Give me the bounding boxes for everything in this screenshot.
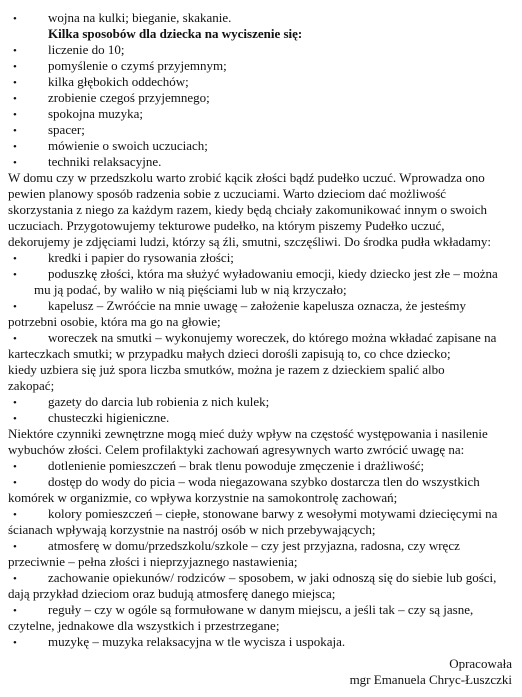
- paragraph-line: pewien planowy sposób radzenia sobie z uczuciami. Warto dzieciom dać możliwość: [8, 186, 447, 201]
- bullet-icon: •: [13, 13, 17, 25]
- bullet-icon: •: [13, 477, 17, 489]
- list-item: liczenie do 10;: [48, 42, 125, 57]
- bullet-icon: •: [13, 573, 17, 585]
- bullet-icon: •: [13, 157, 17, 169]
- list-item: chusteczki higieniczne.: [48, 410, 170, 425]
- bullet-icon: •: [13, 413, 17, 425]
- list-item-continuation: zakopać;: [8, 378, 55, 393]
- paragraph-line: uczuciach. Przygotowujemy tekturowe pudełko, na którym piszemy Pudełko uczuć,: [8, 218, 445, 233]
- bullet-icon: •: [13, 141, 17, 153]
- bullet-icon: •: [13, 253, 17, 265]
- list-item: wojna na kulki; bieganie, skakanie.: [48, 10, 232, 25]
- list-item: zachowanie opiekunów/ rodziców – sposobem, w jaki odnoszą się do siebie lub gości,: [48, 570, 497, 585]
- signature-label: Opracowała: [449, 656, 512, 671]
- bullet-icon: •: [13, 461, 17, 473]
- list-item: poduszkę złości, która ma służyć wyładowaniu emocji, kiedy dziecko jest złe – można: [48, 266, 498, 281]
- signature-author: mgr Emanuela Chryc-Łuszczki: [349, 672, 512, 687]
- list-item: muzykę – muzyka relaksacyjna w tle wycisza i uspokaja.: [48, 634, 346, 649]
- bullet-icon: •: [13, 637, 17, 649]
- paragraph-line: Niektóre czynniki zewnętrzne mogą mieć duży wpływ na częstość występowania i nasilenie: [8, 426, 488, 441]
- list-item-continuation: kiedy uzbiera się już spora liczba smutków, można je razem z dzieckiem spalić albo: [8, 362, 445, 377]
- bullet-icon: •: [13, 269, 17, 281]
- list-item-continuation: dają przykład dzieciom oraz budują atmosferę danego miejsca;: [8, 586, 336, 601]
- bullet-icon: •: [13, 509, 17, 521]
- list-item: gazety do darcia lub robienia z nich kulek;: [48, 394, 270, 409]
- bullet-icon: •: [13, 61, 17, 73]
- paragraph-line: wybuchów złości. Celem profilaktyki zachowań agresywnych warto zwrócić uwagę na:: [8, 442, 465, 457]
- section-heading: Kilka sposobów dla dziecka na wyciszenie się:: [48, 26, 303, 41]
- list-item-continuation: komórek w organizmie, co wpływa korzystnie na samokontrolę zachowań;: [8, 490, 398, 505]
- bullet-icon: •: [13, 333, 17, 345]
- list-item: kapelusz – Zwróćcie na mnie uwagę – założenie kapelusza oznacza, że jesteśmy: [48, 298, 466, 313]
- list-item: dostęp do wody do picia – woda niegazowana szybko dostarcza tlen do wszystkich: [48, 474, 480, 489]
- list-item: dotlenienie pomieszczeń – brak tlenu powoduje zmęczenie i drażliwość;: [48, 458, 425, 473]
- list-item: mówienie o swoich uczuciach;: [48, 138, 208, 153]
- list-item: spokojna muzyka;: [48, 106, 143, 121]
- list-item: reguły – czy w ogóle są formułowane w danym miejscu, a jeśli tak – czy są jasne,: [48, 602, 474, 617]
- bullet-icon: •: [13, 125, 17, 137]
- bullet-icon: •: [13, 77, 17, 89]
- bullet-icon: •: [13, 605, 17, 617]
- bullet-icon: •: [13, 541, 17, 553]
- paragraph-line: W domu czy w przedszkolu warto zrobić kącik złości bądź pudełko uczuć. Wprowadza ono: [8, 170, 485, 185]
- list-item-continuation: przeciwnie – pełna złości i nieprzyjaznego nastawienia;: [8, 554, 298, 569]
- paragraph-line: skorzystania z niego za każdym razem, kiedy będą chciały zakomunikować innym o swoich: [8, 202, 488, 217]
- list-item: spacer;: [48, 122, 85, 137]
- list-item: kredki i papier do rysowania złości;: [48, 250, 234, 265]
- bullet-icon: •: [13, 45, 17, 57]
- list-item: woreczek na smutki – wykonujemy woreczek, do którego można wkładać zapisane na: [48, 330, 497, 345]
- list-item-continuation: karteczkach smutki; w przypadku małych dzieci dorośli zapisują to, co chce dziecko;: [8, 346, 451, 361]
- list-item: atmosferę w domu/przedszkolu/szkole – czy jest przyjazna, radosna, czy wręcz: [48, 538, 460, 553]
- paragraph-line: dekorujemy je zdjęciami ludzi, którzy są źli, smutni, szczęśliwi. Do środka pudła wkładamy:: [8, 234, 492, 249]
- list-item: pomyślenie o czymś przyjemnym;: [48, 58, 227, 73]
- list-item-continuation: czytelne, jednakowe dla wszystkich i przestrzegane;: [8, 618, 280, 633]
- list-item: kolory pomieszczeń – ciepłe, stonowane barwy z wesołymi motywami dziecięcymi na: [48, 506, 498, 521]
- list-item-continuation: ścianach wpływają korzystnie na nastrój osób w nich przebywających;: [8, 522, 376, 537]
- list-item: kilka głębokich oddechów;: [48, 74, 189, 89]
- bullet-icon: •: [13, 93, 17, 105]
- bullet-icon: •: [13, 109, 17, 121]
- bullet-icon: •: [13, 301, 17, 313]
- list-item: zrobienie czegoś przyjemnego;: [48, 90, 210, 105]
- bullet-icon: •: [13, 397, 17, 409]
- list-item-continuation: potrzebni osobie, która ma go na głowie;: [8, 314, 221, 329]
- list-item-continuation: mu ją podać, by waliło w nią pięściami lub w nią krzyczało;: [34, 282, 347, 297]
- list-item: techniki relaksacyjne.: [48, 154, 162, 169]
